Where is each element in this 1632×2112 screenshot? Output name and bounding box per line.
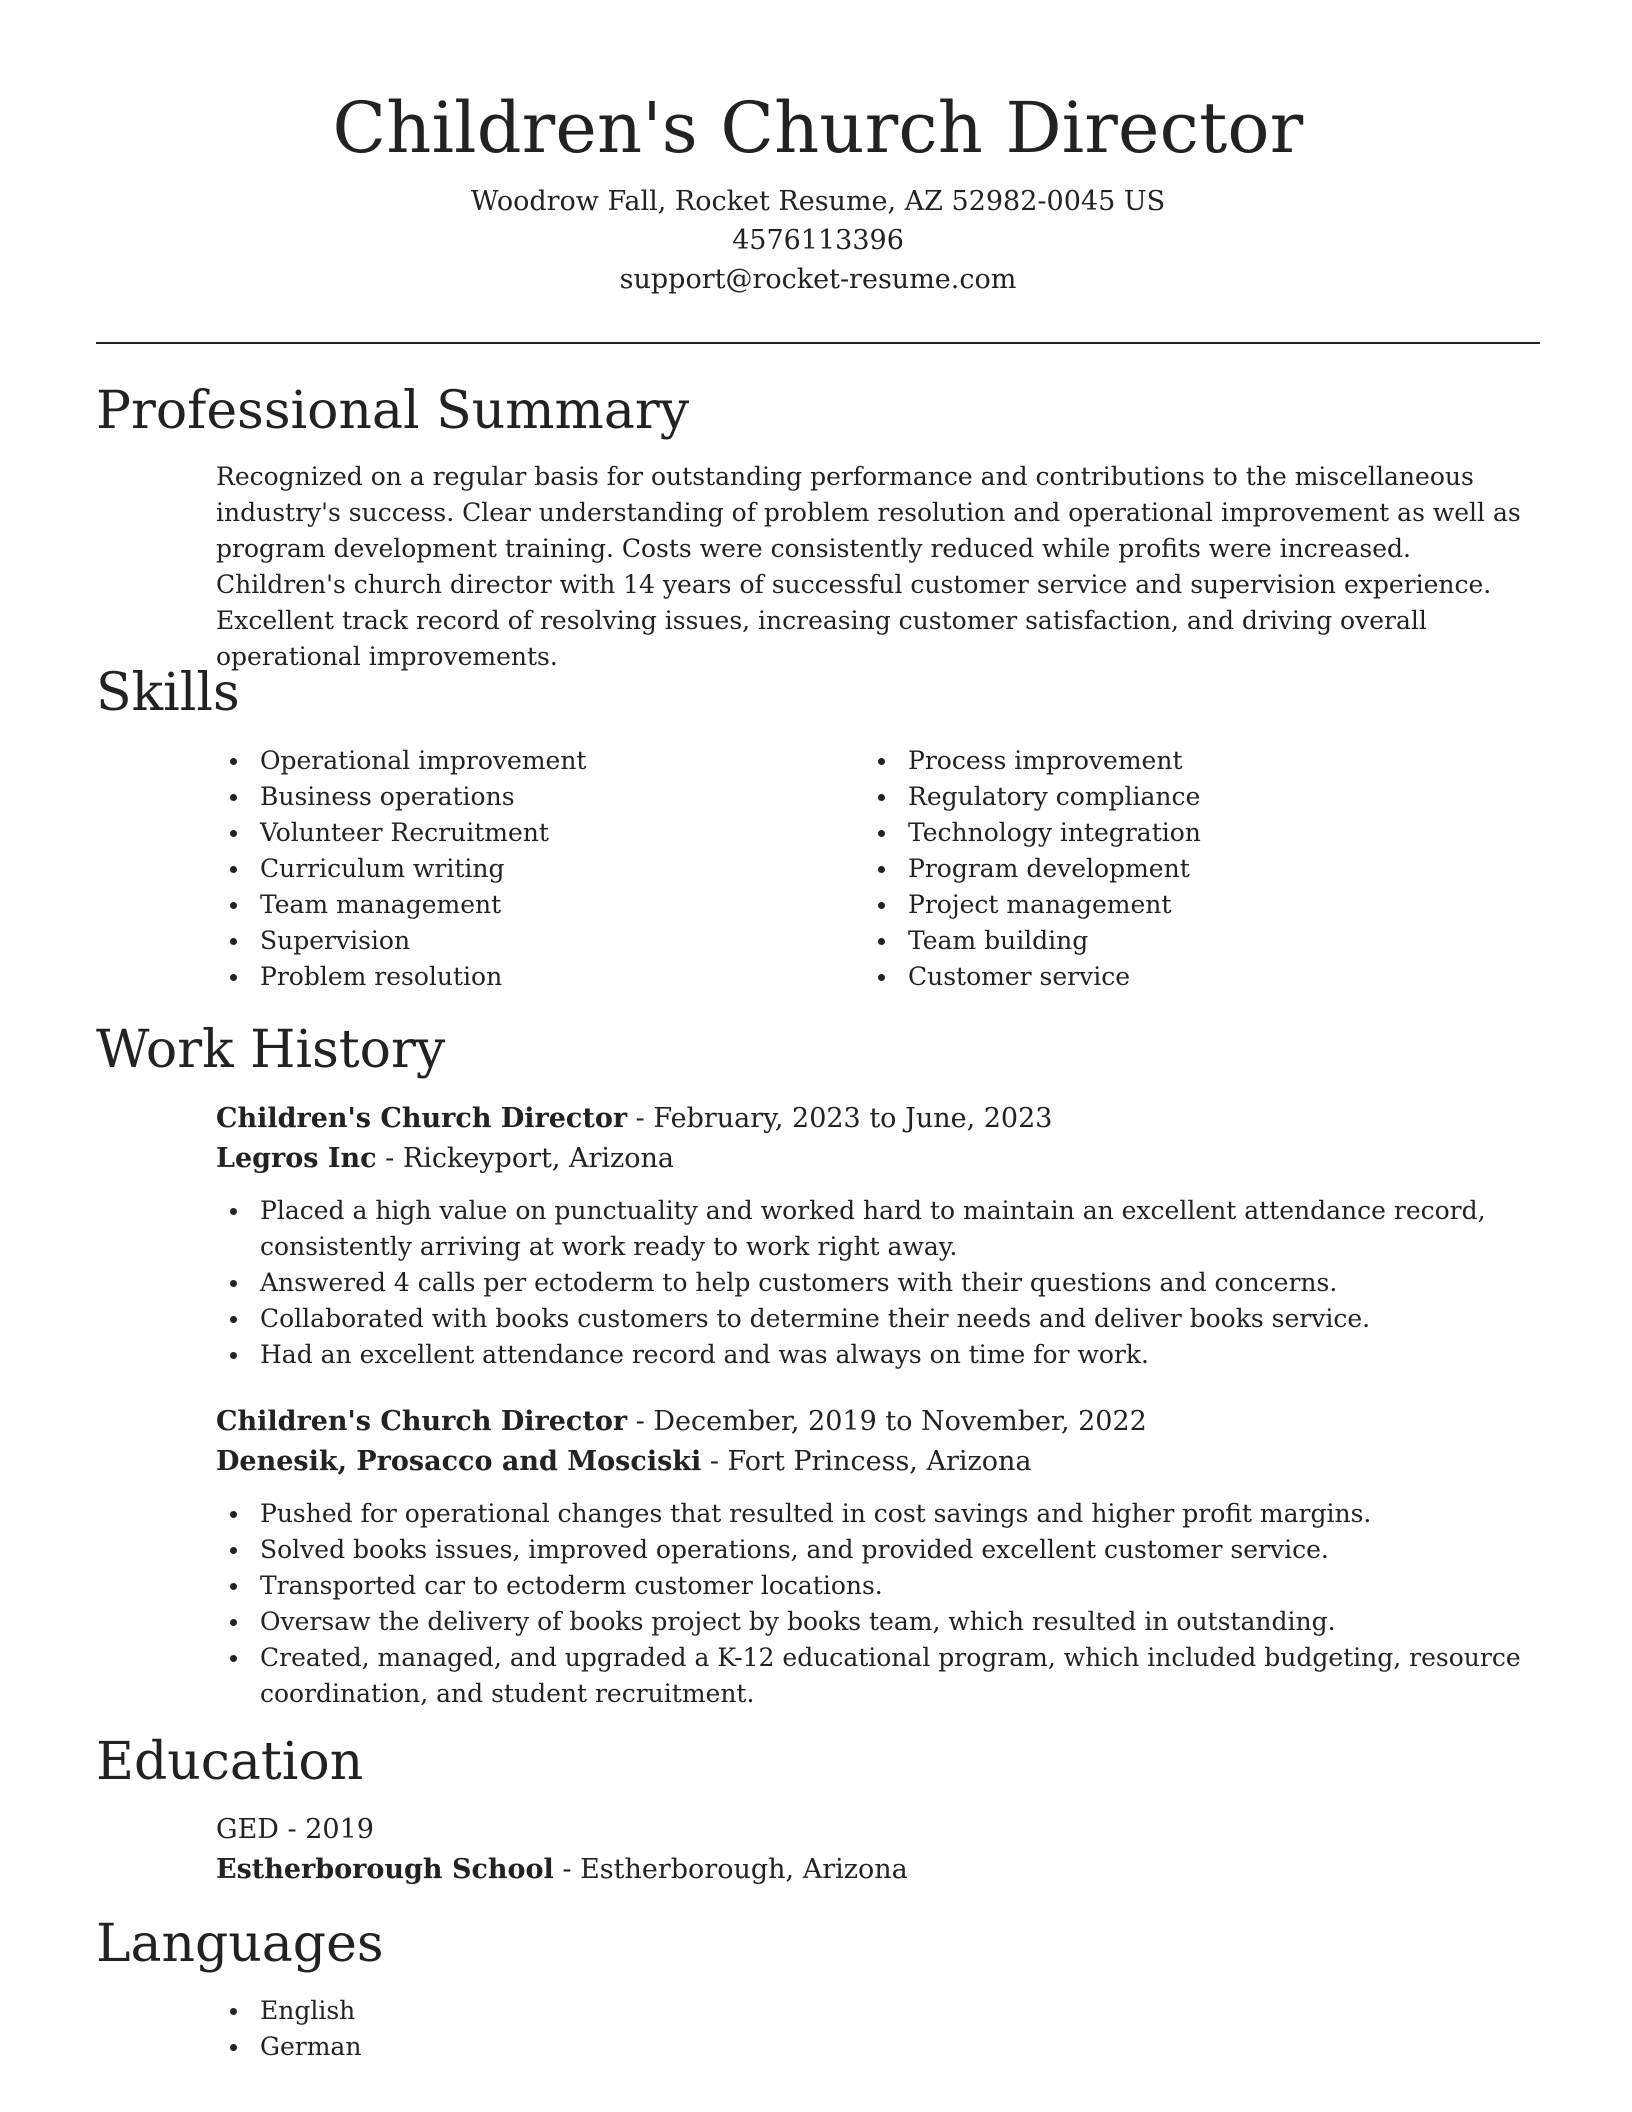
skill-item: Supervision (216, 923, 836, 959)
skill-item: Team management (216, 887, 836, 923)
job-location: - Fort Princess, Arizona (701, 1446, 1032, 1477)
job-bullet: Solved books issues, improved operations, and provided excellent customer service. (216, 1532, 1540, 1568)
job-bullet: Had an excellent attendance record and was always on time for work. (216, 1337, 1540, 1373)
job-title-line (216, 1099, 1540, 1139)
job-entry (216, 1099, 1540, 1373)
languages-list (216, 1993, 1540, 2065)
skills-list-left (216, 743, 836, 995)
job-bullet: Oversaw the delivery of books project by books team, which resulted in outstanding. (216, 1604, 1540, 1640)
job-company-line (216, 1442, 1540, 1482)
job-bullet: Answered 4 calls per ectoderm to help customers with their questions and concerns. (216, 1265, 1540, 1301)
education-heading: Education (96, 1732, 364, 1792)
job-bullet: Placed a high value on punctuality and worked hard to maintain an excellent attendance record, consistently arriving at work ready to work right away. (216, 1193, 1540, 1265)
job-dates: - December, 2019 to November, 2022 (627, 1406, 1147, 1437)
contact-info (96, 182, 1540, 299)
resume-header (96, 80, 1540, 299)
skill-item: Project management (864, 887, 1484, 923)
skill-item: Process improvement (864, 743, 1484, 779)
skill-item: Technology integration (864, 815, 1484, 851)
job-bullets (216, 1193, 1540, 1373)
header-divider (96, 342, 1540, 344)
contact-address: Woodrow Fall, Rocket Resume, AZ 52982-0045 US (470, 186, 1166, 217)
job-bullet: Created, managed, and upgraded a K-12 educational program, which included budgeting, resource coordination, and student recruitment. (216, 1640, 1540, 1712)
job-company-line (216, 1139, 1540, 1179)
education-school-line (216, 1850, 1540, 1890)
skills-heading: Skills (96, 663, 240, 723)
job-title-line (216, 1402, 1540, 1442)
skill-item: Program development (864, 851, 1484, 887)
education-school: Estherborough School (216, 1854, 554, 1885)
job-dates: - February, 2023 to June, 2023 (627, 1103, 1053, 1134)
job-bullet: Collaborated with books customers to determine their needs and deliver books service. (216, 1301, 1540, 1337)
job-role: Children's Church Director (216, 1406, 628, 1437)
resume-name: Children's Church Director (332, 87, 1304, 169)
skill-item: Team building (864, 923, 1484, 959)
work-history-heading: Work History (96, 1020, 446, 1080)
skill-item: Business operations (216, 779, 836, 815)
skill-item: Regulatory compliance (864, 779, 1484, 815)
job-entry (216, 1402, 1540, 1712)
summary-text: Recognized on a regular basis for outstanding performance and contributions to the miscellaneous industry's success. Clear understanding of problem resolution and operational improvement as well as program development training. Costs were consistently reduced while profits were increased. Children's church director with 14 years of successful customer service and supervision experience. Excellent track record of resolving issues, increasing customer satisfaction, and driving overall operational improvements. (216, 462, 1521, 671)
job-location: - Rickeyport, Arizona (376, 1143, 675, 1174)
skill-item: Volunteer Recruitment (216, 815, 836, 851)
summary-heading: Professional Summary (96, 381, 690, 441)
skill-item: Problem resolution (216, 959, 836, 995)
language-item: German (216, 2029, 1540, 2065)
job-bullets (216, 1496, 1540, 1712)
skill-item: Curriculum writing (216, 851, 836, 887)
job-company: Legros Inc (216, 1143, 377, 1174)
job-company: Denesik, Prosacco and Mosciski (216, 1446, 702, 1477)
job-bullet: Pushed for operational changes that resulted in cost savings and higher profit margins. (216, 1496, 1540, 1532)
skill-item: Operational improvement (216, 743, 836, 779)
contact-email: support@rocket-resume.com (619, 264, 1017, 295)
job-bullet: Transported car to ectoderm customer locations. (216, 1568, 1540, 1604)
education-degree: GED - 2019 (216, 1814, 374, 1845)
education-entry (216, 1810, 1540, 1890)
skill-item: Customer service (864, 959, 1484, 995)
education-location: - Estherborough, Arizona (553, 1854, 908, 1885)
language-item: English (216, 1993, 1540, 2029)
contact-phone: 4576113396 (732, 225, 904, 256)
job-role: Children's Church Director (216, 1103, 628, 1134)
skills-list-right (864, 743, 1484, 995)
languages-heading: Languages (96, 1914, 384, 1974)
